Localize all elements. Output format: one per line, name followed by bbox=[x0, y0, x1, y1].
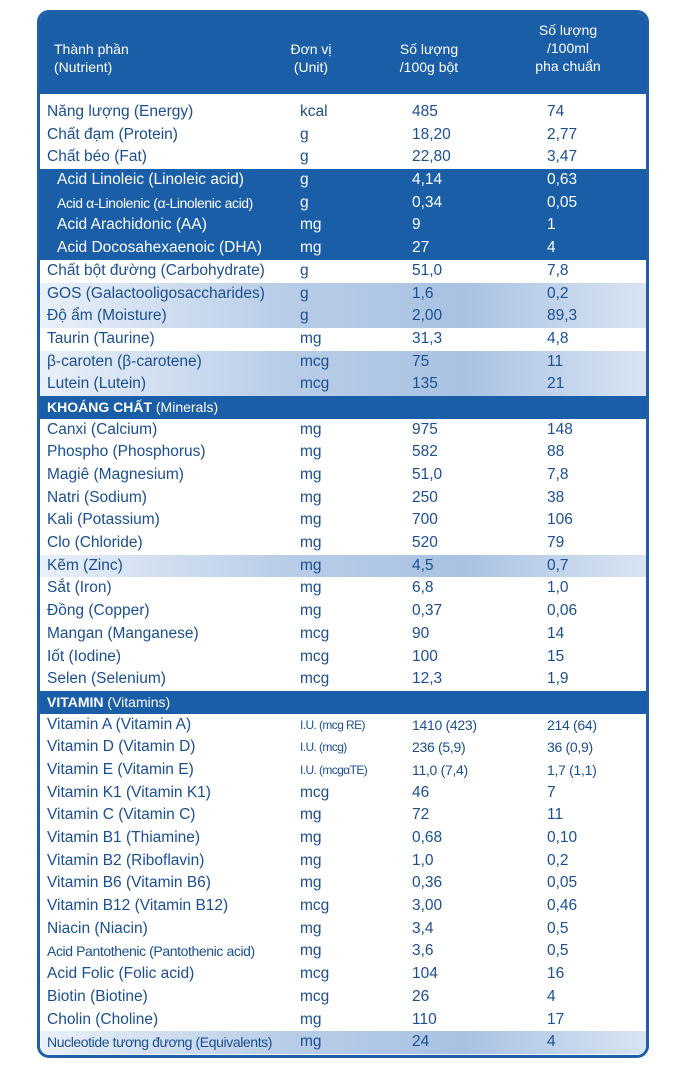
value-per100ml: 38 bbox=[547, 488, 565, 506]
value-per100ml: 4 bbox=[547, 1033, 556, 1051]
nutrient-name: Niacin (Niacin) bbox=[47, 919, 148, 937]
nutrient-unit: mcg bbox=[300, 670, 330, 688]
value-per100ml: 214 (64) bbox=[547, 716, 597, 733]
value-per100g: 3,4 bbox=[412, 919, 434, 937]
nutrient-name: Năng lượng (Energy) bbox=[47, 103, 194, 120]
table-row bbox=[40, 623, 646, 646]
nutrient-unit: mg bbox=[300, 511, 322, 529]
value-per100g: 51,0 bbox=[412, 466, 443, 483]
nutrient-unit: g bbox=[300, 171, 309, 189]
nutrient-name: Iốt (Iodine) bbox=[47, 647, 122, 665]
nutrient-name: Magiê (Magnesium) bbox=[47, 466, 184, 483]
nutrient-name: Chất bột đường (Carbohydrate) bbox=[47, 261, 265, 279]
nutrient-unit: g bbox=[300, 307, 309, 325]
value-per100ml: 0,2 bbox=[547, 284, 569, 302]
value-per100ml: 7,8 bbox=[547, 466, 569, 483]
value-per100g: 1410 (423) bbox=[412, 716, 477, 733]
value-per100g: 110 bbox=[412, 1010, 437, 1028]
nutrient-name: β-caroten (β-carotene) bbox=[47, 352, 202, 370]
nutrient-name: Chất béo (Fat) bbox=[47, 148, 147, 166]
nutrient-unit: mg bbox=[300, 420, 322, 438]
nutrient-unit: mcg bbox=[300, 352, 330, 370]
nutrient-name: Acid Pantothenic (Pantothenic acid) bbox=[47, 943, 255, 960]
table-row bbox=[40, 328, 646, 351]
nutrient-name: Vitamin A (Vitamin A) bbox=[47, 715, 192, 733]
table-row bbox=[40, 532, 646, 555]
nutrient-unit: g bbox=[300, 148, 309, 166]
nutrient-unit: mg bbox=[300, 239, 322, 257]
value-per100ml: 0,2 bbox=[547, 851, 569, 869]
table-row bbox=[40, 351, 646, 374]
header-per100g-line1: Số lượng bbox=[399, 41, 459, 57]
table-row bbox=[40, 305, 646, 328]
table-row bbox=[40, 283, 646, 306]
value-per100ml: 74 bbox=[547, 103, 565, 120]
value-per100ml: 0,05 bbox=[547, 874, 578, 892]
table-row bbox=[40, 600, 646, 623]
value-per100g: 1,6 bbox=[412, 284, 434, 302]
table-row bbox=[40, 850, 646, 873]
value-per100g: 22,80 bbox=[412, 148, 451, 166]
nutrient-unit: mg bbox=[300, 919, 322, 937]
nutrient-unit: mg bbox=[300, 942, 322, 960]
nutrient-unit: mg bbox=[300, 329, 322, 347]
nutrient-unit: mcg bbox=[300, 647, 330, 665]
table-row bbox=[40, 487, 646, 510]
value-per100ml: 1,9 bbox=[547, 670, 569, 688]
header-per100ml-line3: pha chuẩn bbox=[535, 58, 601, 74]
table-row bbox=[40, 963, 646, 986]
value-per100g: 0,34 bbox=[412, 193, 443, 211]
nutrient-name: Sắt (Iron) bbox=[47, 579, 112, 597]
value-per100g: 26 bbox=[412, 987, 430, 1005]
nutrient-name: Vitamin B12 (Vitamin B12) bbox=[47, 897, 229, 915]
nutrient-name: Canxi (Calcium) bbox=[47, 420, 158, 438]
table-row bbox=[40, 714, 646, 737]
table-row bbox=[40, 872, 646, 895]
table-header bbox=[40, 13, 646, 94]
value-per100ml: 0,7 bbox=[547, 556, 569, 574]
table-row bbox=[40, 441, 646, 464]
nutrient-name: Chất đạm (Protein) bbox=[47, 125, 178, 143]
nutrient-unit: mcg bbox=[300, 897, 330, 915]
header-nutrient-vi: Thành phần bbox=[54, 41, 129, 57]
value-per100g: 520 bbox=[412, 534, 438, 552]
table-row bbox=[40, 260, 646, 283]
header-per100g bbox=[384, 40, 474, 76]
nutrient-unit: mg bbox=[300, 806, 322, 824]
value-per100ml: 0,05 bbox=[547, 193, 578, 211]
section-header-minerals bbox=[40, 396, 646, 419]
nutrient-unit: mg bbox=[300, 443, 322, 461]
nutrient-unit: g bbox=[300, 193, 309, 211]
value-per100ml: 1 bbox=[547, 216, 556, 234]
value-per100ml: 0,46 bbox=[547, 897, 578, 915]
nutrient-unit: mcg bbox=[300, 783, 330, 801]
header-unit-en: (Unit) bbox=[293, 59, 329, 75]
nutrient-unit: mg bbox=[300, 1033, 322, 1051]
value-per100g: 1,0 bbox=[412, 851, 434, 869]
table-row bbox=[40, 1031, 646, 1054]
nutrient-name: Natri (Sodium) bbox=[47, 488, 147, 506]
table-row bbox=[40, 419, 646, 442]
nutrient-unit: mg bbox=[300, 1010, 322, 1028]
value-per100ml: 79 bbox=[547, 534, 565, 552]
value-per100ml: 89,3 bbox=[547, 307, 578, 325]
nutrient-name: Kẽm (Zinc) bbox=[47, 556, 123, 574]
table-row bbox=[40, 827, 646, 850]
value-per100g: 485 bbox=[412, 103, 438, 120]
value-per100ml: 16 bbox=[547, 965, 565, 983]
value-per100ml: 11 bbox=[547, 806, 564, 824]
nutrient-name: Acid Linoleic (Linoleic acid) bbox=[57, 171, 244, 189]
value-per100g: 0,68 bbox=[412, 829, 443, 846]
value-per100ml: 0,10 bbox=[547, 829, 578, 846]
value-per100g: 4,5 bbox=[412, 556, 434, 574]
section-title-rest: (Vitamins) bbox=[103, 693, 171, 710]
value-per100g: 31,3 bbox=[412, 329, 443, 347]
nutrient-unit: g bbox=[300, 284, 309, 302]
value-per100ml: 0,5 bbox=[547, 919, 569, 937]
value-per100g: 104 bbox=[412, 965, 438, 983]
table-row bbox=[40, 940, 646, 963]
nutrient-name: Clo (Chloride) bbox=[47, 534, 143, 552]
nutrient-name: Acid Folic (Folic acid) bbox=[47, 965, 195, 983]
value-per100ml: 21 bbox=[547, 375, 565, 393]
value-per100ml: 11 bbox=[547, 352, 564, 370]
nutrient-name: Vitamin B6 (Vitamin B6) bbox=[47, 874, 211, 892]
header-nutrient-en: (Nutrient) bbox=[54, 59, 113, 75]
nutrient-unit: mg bbox=[300, 534, 322, 552]
value-per100g: 0,37 bbox=[412, 602, 443, 620]
nutrient-name: Vitamin B2 (Riboflavin) bbox=[47, 851, 205, 869]
value-per100ml: 88 bbox=[547, 443, 565, 461]
value-per100g: 100 bbox=[412, 647, 438, 665]
nutrient-name: Nucleotide tương đương (Equivalents) bbox=[47, 1034, 273, 1051]
table-row bbox=[40, 986, 646, 1009]
nutrient-unit: mg bbox=[300, 488, 322, 506]
nutrient-unit: I.U. (mcgαTE) bbox=[300, 762, 368, 777]
nutrient-name: Vitamin D (Vitamin D) bbox=[47, 738, 196, 756]
value-per100g: 135 bbox=[412, 375, 438, 393]
table-row bbox=[40, 895, 646, 918]
table-row bbox=[40, 464, 646, 487]
value-per100ml: 106 bbox=[547, 511, 573, 529]
section-header-vitamins bbox=[40, 691, 646, 714]
table-row bbox=[40, 1009, 646, 1032]
nutrient-name: Vitamin E (Vitamin E) bbox=[47, 760, 194, 778]
value-per100ml: 15 bbox=[547, 647, 565, 665]
header-unit-vi: Đơn vị bbox=[290, 41, 332, 57]
nutrient-name: Phospho (Phosphorus) bbox=[47, 443, 206, 461]
value-per100g: 46 bbox=[412, 783, 430, 801]
table-row bbox=[40, 169, 646, 192]
nutrient-unit: kcal bbox=[300, 103, 328, 120]
value-per100ml: 7,8 bbox=[547, 261, 569, 279]
value-per100ml: 1,7 (1,1) bbox=[547, 761, 597, 778]
value-per100ml: 1,0 bbox=[547, 579, 569, 597]
nutrient-unit: mcg bbox=[300, 987, 330, 1005]
nutrient-name: Mangan (Manganese) bbox=[47, 624, 199, 642]
table-row bbox=[40, 192, 646, 215]
nutrient-unit: g bbox=[300, 261, 309, 279]
nutrient-name: Taurin (Taurine) bbox=[47, 329, 155, 347]
nutrient-name: GOS (Galactooligosaccharides) bbox=[47, 284, 265, 302]
value-per100ml: 14 bbox=[547, 624, 565, 642]
nutrient-unit: g bbox=[300, 125, 309, 143]
value-per100g: 6,8 bbox=[412, 579, 434, 597]
value-per100ml: 2,77 bbox=[547, 125, 578, 143]
header-per100ml-line1: Số lượng bbox=[538, 22, 598, 38]
nutrient-name: Vitamin C (Vitamin C) bbox=[47, 806, 196, 824]
value-per100ml: 4,8 bbox=[547, 329, 569, 347]
value-per100ml: 0,63 bbox=[547, 171, 578, 189]
value-per100g: 975 bbox=[412, 420, 438, 438]
value-per100ml: 7 bbox=[547, 783, 556, 801]
nutrient-unit: mg bbox=[300, 216, 322, 234]
section-title-rest: (Minerals) bbox=[152, 398, 219, 415]
nutrient-name: Biotin (Biotine) bbox=[47, 987, 148, 1005]
nutrient-unit: mcg bbox=[300, 624, 330, 642]
nutrient-unit: mg bbox=[300, 466, 322, 483]
nutrient-unit: mg bbox=[300, 602, 322, 620]
value-per100g: 250 bbox=[412, 488, 438, 506]
section-title-bold: VITAMIN bbox=[47, 693, 104, 710]
header-nutrient bbox=[54, 40, 154, 76]
nutrient-name: Vitamin B1 (Thiamine) bbox=[47, 829, 201, 846]
header-per100ml-line2: /100ml bbox=[546, 40, 590, 56]
table-row bbox=[40, 918, 646, 941]
value-per100g: 582 bbox=[412, 443, 438, 461]
table-row bbox=[40, 646, 646, 669]
value-per100g: 4,14 bbox=[412, 171, 443, 189]
value-per100ml: 148 bbox=[547, 420, 573, 438]
nutrient-unit: mcg bbox=[300, 965, 330, 983]
nutrition-table bbox=[37, 10, 649, 1058]
nutrient-name: Acid α-Linolenic (α-Linolenic acid) bbox=[57, 194, 253, 211]
value-per100g: 9 bbox=[412, 216, 421, 234]
nutrient-name: Cholin (Choline) bbox=[47, 1010, 159, 1028]
nutrient-unit: I.U. (mcg RE) bbox=[300, 717, 365, 732]
table-row bbox=[40, 373, 646, 396]
value-per100g: 700 bbox=[412, 511, 438, 529]
nutrient-name: Vitamin K1 (Vitamin K1) bbox=[47, 783, 211, 801]
table-row bbox=[40, 124, 646, 147]
nutrient-unit: mg bbox=[300, 556, 322, 574]
nutrient-unit: mg bbox=[300, 874, 322, 892]
nutrient-name: Acid Docosahexaenoic (DHA) bbox=[57, 239, 263, 257]
header-unit bbox=[276, 40, 346, 76]
table-row bbox=[40, 736, 646, 759]
value-per100g: 3,6 bbox=[412, 942, 434, 960]
table-row bbox=[40, 237, 646, 260]
nutrient-name: Kali (Potassium) bbox=[47, 511, 160, 529]
value-per100g: 72 bbox=[412, 806, 430, 824]
value-per100ml: 36 (0,9) bbox=[547, 739, 593, 756]
section-title bbox=[47, 691, 447, 714]
table-row bbox=[40, 577, 646, 600]
table-row bbox=[40, 668, 646, 691]
value-per100g: 0,36 bbox=[412, 874, 443, 892]
value-per100ml: 4 bbox=[547, 987, 556, 1005]
nutrient-unit: mg bbox=[300, 851, 322, 869]
nutrient-name: Lutein (Lutein) bbox=[47, 375, 147, 393]
value-per100g: 51,0 bbox=[412, 261, 443, 279]
value-per100g: 12,3 bbox=[412, 670, 443, 688]
header-per100g-line2: /100g bột bbox=[399, 59, 459, 75]
table-row bbox=[40, 146, 646, 169]
nutrient-name: Đồng (Copper) bbox=[47, 602, 150, 620]
nutrient-unit: mg bbox=[300, 829, 322, 846]
nutrient-unit: I.U. (mcg) bbox=[300, 740, 347, 755]
table-row bbox=[40, 101, 646, 124]
value-per100g: 18,20 bbox=[412, 125, 451, 143]
value-per100ml: 0,5 bbox=[547, 942, 569, 960]
value-per100g: 24 bbox=[412, 1033, 430, 1051]
value-per100g: 11,0 (7,4) bbox=[412, 761, 468, 778]
table-body bbox=[40, 101, 646, 1054]
table-row bbox=[40, 509, 646, 532]
value-per100ml: 0,06 bbox=[547, 602, 578, 620]
value-per100g: 3,00 bbox=[412, 897, 443, 915]
table-row bbox=[40, 804, 646, 827]
value-per100g: 75 bbox=[412, 352, 430, 370]
nutrient-name: Acid Arachidonic (AA) bbox=[57, 216, 207, 234]
table-row bbox=[40, 782, 646, 805]
table-row bbox=[40, 214, 646, 237]
value-per100ml: 3,47 bbox=[547, 148, 578, 166]
section-title-bold: KHOÁNG CHẤT bbox=[47, 398, 152, 415]
section-title bbox=[47, 396, 447, 419]
table-row bbox=[40, 759, 646, 782]
nutrient-unit: mg bbox=[300, 579, 322, 597]
value-per100g: 2,00 bbox=[412, 307, 443, 325]
value-per100ml: 17 bbox=[547, 1010, 565, 1028]
nutrient-unit: mcg bbox=[300, 375, 330, 393]
value-per100g: 90 bbox=[412, 624, 430, 642]
nutrient-name: Selen (Selenium) bbox=[47, 670, 166, 688]
value-per100g: 236 (5,9) bbox=[412, 739, 466, 756]
table-row bbox=[40, 555, 646, 578]
nutrient-name: Độ ẩm (Moisture) bbox=[47, 307, 167, 325]
value-per100g: 27 bbox=[412, 239, 430, 257]
header-per100ml bbox=[520, 21, 616, 75]
value-per100ml: 4 bbox=[547, 239, 556, 257]
